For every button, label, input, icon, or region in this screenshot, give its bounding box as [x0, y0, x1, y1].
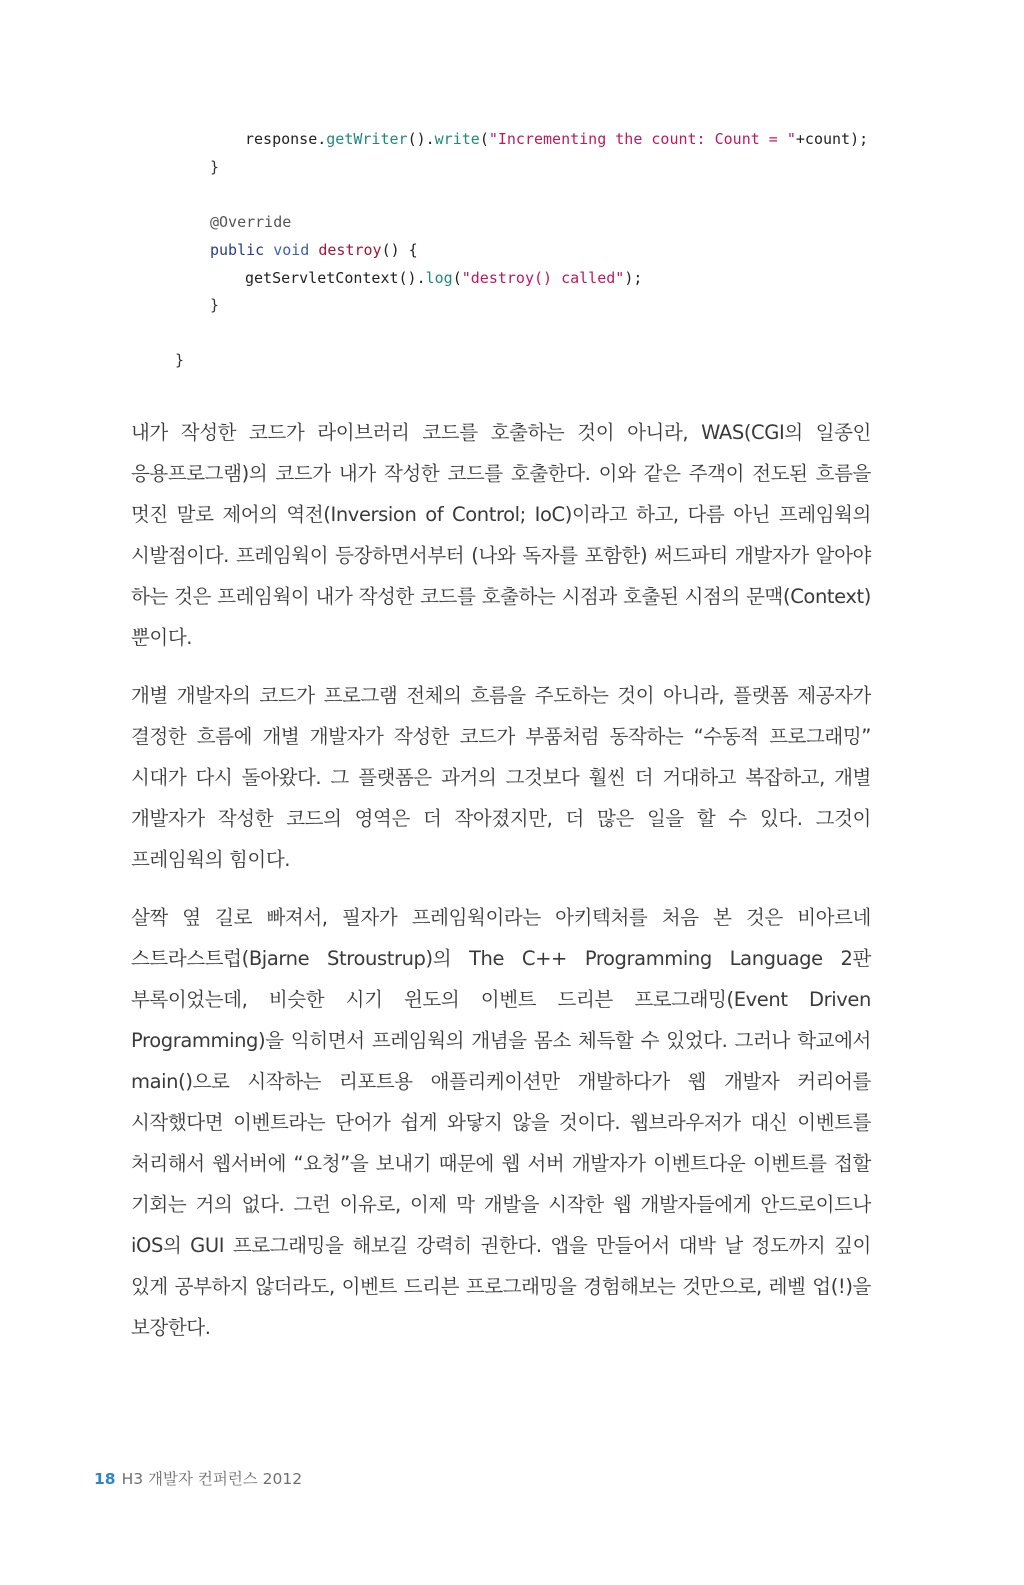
paragraph-event-driven: 살짝 옆 길로 빠져서, 필자가 프레임웍이라는 아키텍처를 처음 본 것은 비아르네 스트라스트럽(Bjarne Stroustrup)의 The C++ Programming Language 2판 부록이었는데, 비슷한 시기 윈도의 이벤트 드리븐 프로그래밍(Event Driven Programming)을 익히면서 프레임웍의 개념을 몸소 체득할 수 있었다. 그러나 학교에서 main()으로 시작하는 리포트용 애플리케이션만 개발하다가 웹 개발자 커리어를 시작했다면 이벤트라는 단어가 쉽게 와닿지 않을 것이다. 웹브라우저가 대신 이벤트를 처리해서 웹서버에 “요청”을 보내기 때문에 웹 서버 개발자가 이벤트다운 이벤트를 접할 기회는 거의 없다. 그런 이유로, 이제 막 개발을 시작한 웹 개발자들에게 안드로이드나 iOS의 GUI 프로그래밍을 해보길 강력히 권한다. 앱을 만들어서 대박 날 정도까지 깊이 있게 공부하지 않더라도, 이벤트 드리븐 프로그래밍을 경험해보는 것만으로, 레벨 업(!)을 보장한다.: [131, 906, 871, 1339]
body-text: [131, 412, 871, 1365]
code-line-destroy-signature: public void destroy() {: [210, 241, 418, 259]
code-line-close-brace-class: }: [175, 351, 185, 369]
code-line-close-brace-method: }: [210, 296, 220, 314]
page-number: 18: [94, 1470, 116, 1488]
code-line-log: getServletContext().log("destroy() called");: [245, 269, 643, 287]
code-line-close-brace: }: [210, 158, 220, 176]
code-line-override: @Override: [210, 213, 292, 231]
paragraph-ioc: 내가 작성한 코드가 라이브러리 코드를 호출하는 것이 아니라, WAS(CGI의 일종인 응용프로그램)의 코드가 내가 작성한 코드를 호출한다. 이와 같은 주객이 전도된 흐름을 멋진 말로 제어의 역전(Inversion of Control; IoC)이라고 하고, 다름 아닌 프레임웍의 시발점이다. 프레임웍이 등장하면서부터 (나와 독자를 포함한) 써드파티 개발자가 알아야 하는 것은 프레임웍이 내가 작성한 코드를 호출하는 시점과 호출된 시점의 문맥(Context)뿐이다.: [131, 421, 871, 649]
page-footer: [94, 1467, 302, 1489]
paragraph-passive-programming: 개별 개발자의 코드가 프로그램 전체의 흐름을 주도하는 것이 아니라, 플랫폼 제공자가 결정한 흐름에 개별 개발자가 작성한 코드가 부품처럼 동작하는 “수동적 프로그래밍” 시대가 다시 돌아왔다. 그 플랫폼은 과거의 그것보다 훨씬 더 거대하고 복잡하고, 개별 개발자가 작성한 코드의 영역은 더 작아졌지만, 더 많은 일을 할 수 있다. 그것이 프레임웍의 힘이다.: [131, 684, 871, 871]
code-line-write: response.getWriter().write("Incrementing the count: Count = "+count);: [245, 130, 869, 148]
footer-title: H3 개발자 컨퍼런스 2012: [121, 1470, 303, 1488]
